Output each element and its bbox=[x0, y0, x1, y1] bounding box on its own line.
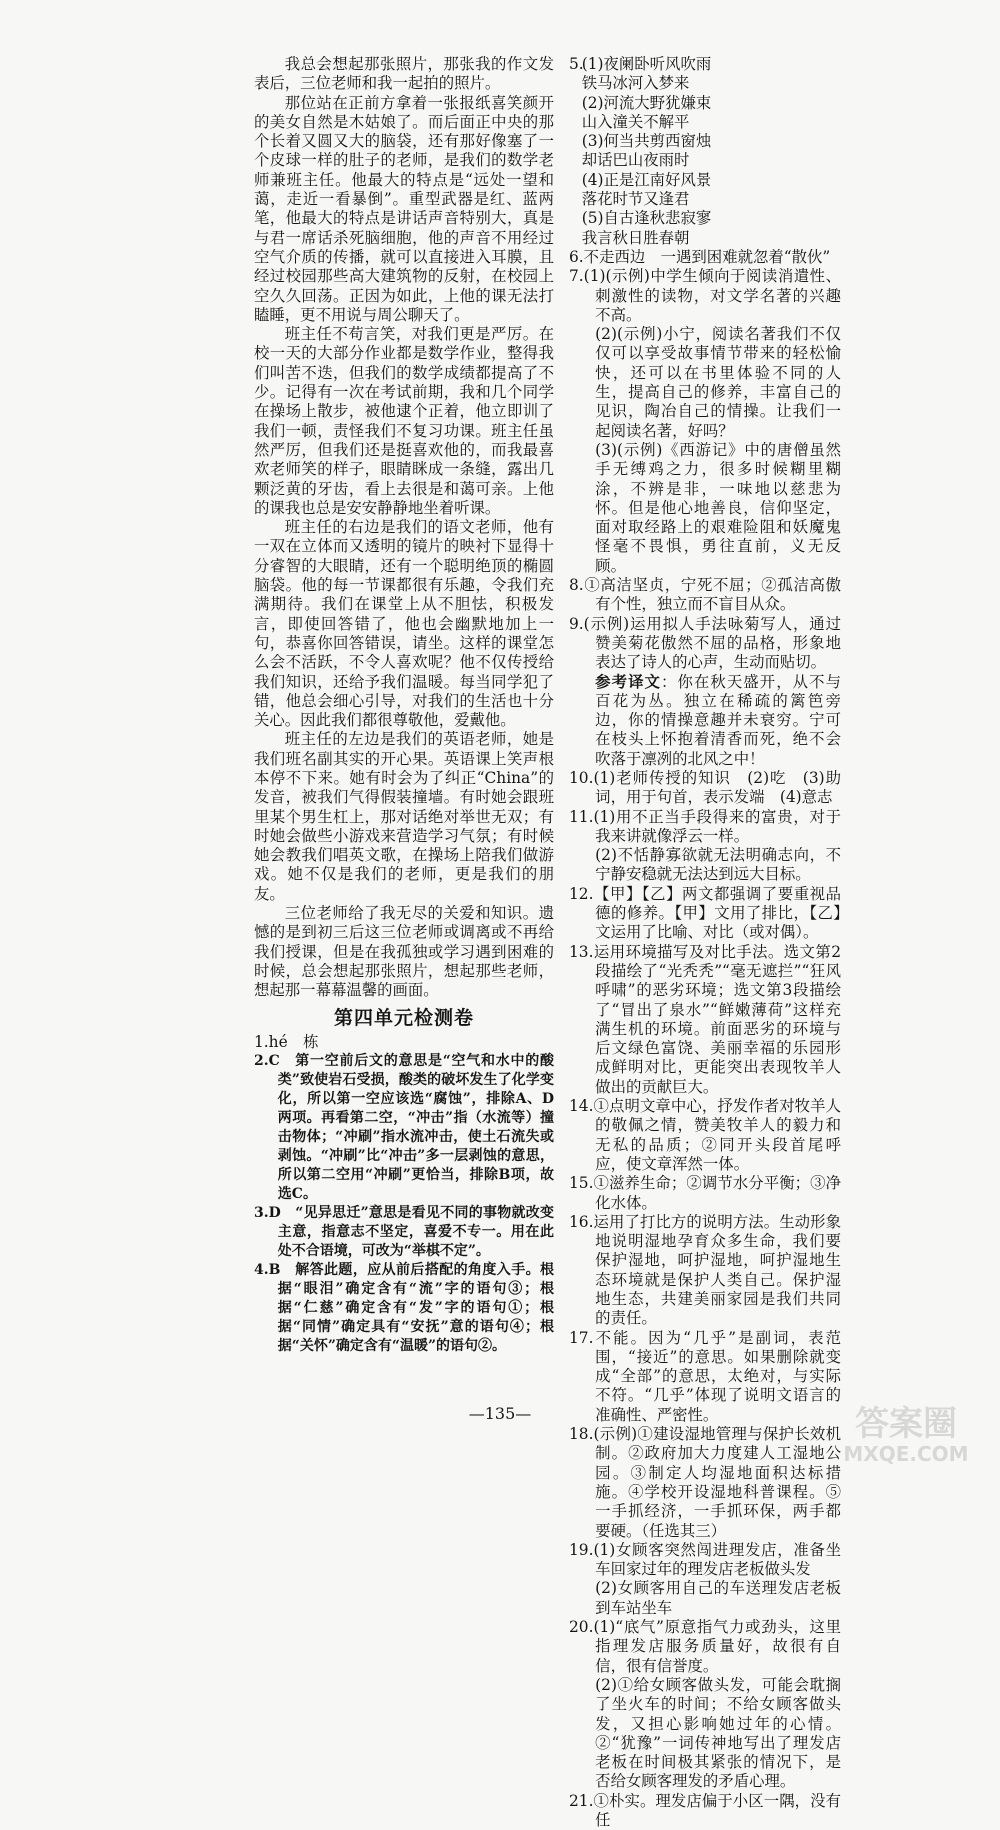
watermark-line2: MXQE.COM bbox=[843, 1442, 969, 1466]
paragraph-4: 班主任的左边是我们的英语老师，她是我们班名副其实的开心果。英语课上笑声根本停不下来。她有时会为了纠正“China”的发音，被我们气得假装撞墙。有时她会跟班里某个男生杠上，那对话绝对举世无双；有时她会做些小游戏来营造学习气氛；有时候她会教我们唱英文歌，在操场上陪我们做游戏。她不仅是我们的老师，更是我们的朋友。 bbox=[254, 730, 554, 903]
paragraph-1: 那位站在正前方拿着一张报纸喜笑颜开的美女自然是木姑娘了。而后面正中央的那个长着又圆又大的脑袋，还有那好像塞了一个皮球一样的肚子的老师，是我们的数学老师兼班主任。他最大的特点是“远处一望和蔼，走近一看暴倒”。重型武器是红、蓝两笔，他最大的特点是讲话声音特别大，真是与君一席话杀死脑细胞，他的声音不用经过空气介质的传播，就可以直接进入耳膜，且经过校园那些高大建筑物的反射，在校园上空久久回荡。正因为如此，上他的课无法打瞌睡，更不用说与周公聊天了。 bbox=[254, 93, 554, 324]
essay-text bbox=[254, 55, 554, 1001]
poem-line: (5)自古逢秋悲寂寥我言秋日胜春朝 bbox=[581, 209, 712, 247]
answer-item-6: 参考译文：你在秋天盛开，从不与百花为丛。独立在稀疏的篱笆旁边，你的情操意趣并未衰穷。宁可在枝头上怀抱着清香而死，绝不会吹落于凛冽的北风之中！ bbox=[595, 672, 841, 768]
answer-item-18: (2)女顾客用自己的车送理发店老板到车站坐车 bbox=[595, 1579, 841, 1617]
answer-item-8: 11.(1)用不正当手段得来的富贵，对于我来讲就像浮云一样。 bbox=[569, 807, 841, 845]
answer-item-14: 16.运用了打比方的说明方法。生动形象地说明湿地孕育众多生命，我们要保护湿地，呵护湿地，呵护湿地生态环境就是保护人类自己。保护湿地生态，共建美丽家园是我们共同的责任。 bbox=[569, 1212, 841, 1328]
paragraph-2: 班主任不苟言笑，对我们更是严厉。在校一天的大部分作业都是数学作业，整得我们叫苦不迭，但我们的数学成绩都提高了不少。记得有一次在考试前期，我和几个同学在操场上散步，被他逮个正着，他立即训了我们一顿，责怪我们不复习功课。班主任虽然严厉，但我们还是挺喜欢他的，而我最喜欢老师笑的样子，眼睛眯成一条缝，露出几颗泛黄的牙齿，看上去很是和蔼可亲。上他的课我也总是安安静静地坐着听课。 bbox=[254, 325, 554, 517]
answer-item-2: 3.D “见异思迁”意思是看见不同的事物就改变主意，指意志不坚定，喜爱不专一。用在此处不合语境，可改为“举棋不定”。 bbox=[254, 1204, 554, 1259]
answer-item-12: 14.①点明文章中心，抒发作者对牧羊人的敬佩之情，赞美牧羊人的毅力和无私的品质；②同开头段首尾呼应，使文章浑然一体。 bbox=[569, 1097, 841, 1173]
answers-right bbox=[569, 248, 841, 1830]
answer-item-3: (3)(示例)《西游记》中的唐僧虽然手无缚鸡之力，很多时候糊里糊涂，不辨是非，一味地以慈悲为怀。但是他心地善良，信仰坚定，面对取经路上的艰难险阻和妖魔鬼怪毫不畏惧，勇往直前，义无反顾。 bbox=[595, 440, 841, 575]
answer-item-13: 15.①滋养生命；②调节水分平衡；③净化水体。 bbox=[569, 1174, 841, 1212]
poem-line: (4)正是江南好风景落花时节又逢君 bbox=[581, 170, 712, 209]
page-number: —135— bbox=[468, 1404, 532, 1423]
answer-item-15: 17.不能。因为“几乎”是副词，表范围，“接近”的意思。如果删除就变成“全部”的意思，太绝对，与实际不符。“几乎”体现了说明文语言的准确性、严密性。 bbox=[569, 1328, 841, 1424]
paragraph-0: 我总会想起那张照片，那张我的作文发表后，三位老师和我一起拍的照片。 bbox=[254, 55, 554, 93]
right-column bbox=[569, 55, 841, 1830]
watermark-logo bbox=[822, 1395, 992, 1467]
left-column bbox=[254, 55, 554, 1356]
answer-item-7: 10.(1)老师传授的知识 (2)吃 (3)助词，用于句首，表示发端 (4)意志 bbox=[569, 768, 841, 807]
answer-item-3: 4.B 解答此题，应从前后搭配的角度入手。根据“眼泪”确定含有“流”字的语句③；根据“仁慈”确定含有“发”字的语句①；根据“同情”确定具有“安抚”意的语句④；根据“关怀”确定含有“温暖”的语句②。 bbox=[254, 1261, 554, 1354]
answer-item-16: 18.(示例)①建设湿地管理与保护长效机制。②政府加大力度建人工湿地公园。③制定人均湿地面积达标措施。④学校开设湿地科普课程。⑤一手抓经济，一手抓环保，两手都要硬。（任选其三） bbox=[569, 1425, 841, 1540]
answer-item-1: 2.C 第一空前后文的意思是“空气和水中的酸类”致使岩石受损，酸类的破坏发生了化学变化，所以第一空应该选“腐蚀”，排除A、D两项。再看第二空，“冲击”指（水流等）撞击物体；“冲刷”指水流冲击，使土石流失或剥蚀。“冲刷”比“冲击”多一层剥蚀的意思，所以第二空用“冲刷”更恰当，排除B项，故选C。 bbox=[254, 1052, 554, 1202]
answer-item-0: 6.不走西边 一遇到困难就忽着“散伙” bbox=[569, 247, 831, 266]
answer-5: 5. (1)夜阑卧听风吹雨铁马冰河入梦来 (2)河流大野犹嫌束山入潼关不解平 (3)何当共剪西窗烛却话巴山夜雨时 (4)正是江南好风景落花时节又逢君 (5)自古逢秋悲寂寥我言秋日胜春朝 bbox=[569, 55, 841, 248]
answer-item-4: 8.①高洁坚贞，宁死不屈；②孤洁高傲有个性，独立而不盲目从众。 bbox=[569, 576, 841, 614]
answer-item-9: (2)不恬静寡欲就无法明确志向，不宁静安稳就无法达到远大目标。 bbox=[595, 846, 841, 884]
answer-item-21: 21.①朴实。理发店偏于小区一隅，没有任 bbox=[569, 1791, 841, 1830]
answer-item-19: 20.(1)“底气”原意指气力或劲头，这里指理发店服务质量好，故很有自信，很有信誉度。 bbox=[569, 1618, 841, 1675]
section-title: 第四单元检测卷 bbox=[333, 1006, 474, 1029]
paragraph-5: 三位老师给了我无尽的关爱和知识。遗憾的是到初三后这三位老师或调离或不再给我们授课，但是在我孤独或学习遇到困难的时候，总会想起那张照片，想起那些老师，想起那一幕幕温馨的画面。 bbox=[254, 904, 554, 1000]
answer-item-1: 7.(1)(示例)中学生倾向于阅读消遣性、刺激性的读物，对文学名著的兴趣不高。 bbox=[569, 267, 841, 324]
answer-item-20: (2)①给女顾客做头发，可能会耽搁了坐火车的时间；不给女顾客做头发，又担心影响她过年的心情。②“犹豫”一词传神地写出了理发店老板在时间极其紧张的情况下，是否给女顾客理发的矛盾心理。 bbox=[595, 1675, 841, 1791]
answer-item-11: 13.运用环境描写及对比手法。选文第2段描绘了“光秃秃”“毫无遮拦”“狂风呼啸”的恶劣环境；选文第3段描绘了“冒出了泉水”“鲜嫩薄荷”这样充满生机的环境。前面恶劣的环境与后文绿色富饶、美丽幸福的乐园形成鲜明对比，更能突出表现牧羊人做出的贡献巨大。 bbox=[569, 942, 841, 1096]
answers-left bbox=[254, 1033, 554, 1356]
paragraph-3: 班主任的右边是我们的语文老师，他有一双在立体而又透明的镜片的映衬下显得十分睿智的大眼睛，还有一个聪明绝顶的椭圆脑袋。他的每一节课都很有乐趣，令我们充满期待。我们在课堂上从不胆怯，积极发言，即使回答错了，他也会幽默地加上一句，恭喜你回答错误，请坐。这样的课堂怎么会不活跃，不令人喜欢呢？他不仅传授给我们知识，还给予我们温暖。每当同学犯了错，他总会细心引导，对我们的生活也十分关心。因此我们都很尊敬他，爱戴他。 bbox=[254, 518, 554, 730]
answer-item-5: 9.(示例)运用拟人手法咏菊写人，通过赞美菊花傲然不屈的品格，形象地表达了诗人的心声，生动而贴切。 bbox=[569, 614, 841, 672]
poem-lines bbox=[582, 55, 830, 248]
poem-line: (3)何当共剪西窗烛却话巴山夜雨时 bbox=[581, 132, 712, 170]
poem-line: (2)河流大野犹嫌束山入潼关不解平 bbox=[581, 93, 712, 131]
answer-item-2: (2)(示例)小宁，阅读名著我们不仅仅可以享受故事情节带来的轻松愉快，还可以在书里体验不同的人生，提高自己的修养，丰富自己的见识，陶冶自己的情操。让我们一起阅读名著，好吗？ bbox=[595, 325, 841, 440]
answer-item-17: 19.(1)女顾客突然闯进理发店，准备坐车回家过年的理发店老板做头发 bbox=[569, 1540, 841, 1579]
answer-item-0: 1.hé 栋 bbox=[254, 1032, 319, 1051]
poem-line: (1)夜阑卧听风吹雨铁马冰河入梦来 bbox=[581, 55, 712, 93]
watermark-line1: 答案圈 bbox=[855, 1404, 957, 1444]
answer-item-10: 12.【甲】【乙】两文都强调了要重视品德的修养。【甲】文用了排比，【乙】文运用了比喻、对比（或对偶）。 bbox=[569, 884, 841, 942]
